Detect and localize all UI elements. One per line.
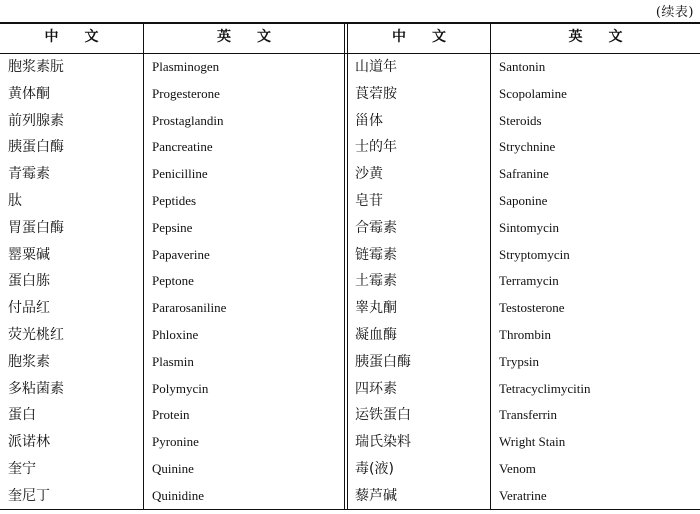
chinese-term: 罂粟碱 (8, 246, 50, 263)
english-term: Terramycin (499, 273, 559, 289)
chinese-term: 皂苷 (355, 192, 383, 209)
chinese-term: 凝血酶 (355, 326, 397, 343)
table-row (0, 268, 700, 295)
english-term: Veratrine (499, 487, 547, 503)
chinese-term: 莨菪胺 (355, 85, 397, 102)
english-term: Papaverine (152, 246, 210, 262)
english-term: Wright Stain (499, 434, 566, 450)
chinese-term: 合霉素 (355, 219, 397, 236)
table-row (0, 188, 700, 215)
header-chinese-2: 中文 (392, 29, 472, 45)
chinese-term: 胞浆素 (8, 353, 50, 370)
english-term: Testosterone (499, 300, 565, 316)
chinese-term: 运铁蛋白 (355, 407, 411, 424)
table-row (0, 483, 700, 510)
english-term: Steroids (499, 112, 542, 128)
english-term: Venom (499, 460, 536, 476)
table-row (0, 349, 700, 376)
chinese-term: 链霉素 (355, 246, 397, 263)
english-term: Peptides (152, 192, 197, 208)
chinese-term: 黄体酮 (8, 85, 50, 102)
table-row (0, 242, 700, 269)
english-term: Pancreatine (152, 139, 213, 155)
english-term: Thrombin (499, 326, 551, 342)
table-row (0, 295, 700, 322)
english-term: Tetracyclimycitin (499, 380, 591, 396)
chinese-term: 奎宁 (8, 460, 36, 477)
header-chinese-1: 中文 (44, 29, 125, 45)
english-term: Polymycin (152, 380, 209, 396)
english-term: Scopolamine (499, 85, 567, 101)
chinese-term: 青霉素 (8, 166, 50, 183)
english-term: Prostaglandin (152, 112, 224, 128)
english-term: Transferrin (499, 407, 558, 423)
chinese-term: 蛋白 (8, 407, 36, 424)
chinese-term: 奎尼丁 (8, 487, 50, 504)
table-row (0, 376, 700, 403)
header-english-2: 英文 (568, 29, 649, 45)
chinese-term: 四环素 (355, 380, 397, 397)
table-row (0, 322, 700, 349)
header-english-1: 英文 (217, 29, 297, 45)
table-row (0, 215, 700, 242)
chinese-term: 山道年 (355, 59, 397, 75)
table-row (0, 108, 700, 135)
chinese-term: 胃蛋白酶 (8, 219, 64, 236)
english-term: Safranine (499, 166, 549, 182)
english-term: Strychnine (499, 139, 556, 155)
chinese-term: 付品红 (8, 300, 50, 317)
chinese-term: 甾体 (355, 112, 383, 129)
table-row (0, 456, 700, 483)
chinese-term: 沙黄 (355, 166, 383, 183)
english-term: Protein (152, 407, 190, 423)
english-term: Sintomycin (499, 219, 559, 235)
chinese-term: 土霉素 (355, 273, 397, 290)
chinese-term: 藜芦碱 (355, 487, 397, 504)
english-term: Quinidine (152, 487, 204, 503)
english-term: Quinine (152, 460, 194, 476)
english-term: Plasminogen (152, 59, 220, 74)
english-term: Pyronine (152, 434, 199, 450)
english-term: Pepsine (152, 219, 193, 235)
table-row (0, 161, 700, 188)
english-term: Progesterone (152, 85, 220, 101)
chinese-term: 荧光桃红 (8, 326, 64, 343)
english-term: Pararosaniline (152, 300, 227, 316)
table-body (0, 54, 700, 510)
chinese-term: 肽 (8, 192, 22, 209)
english-term: Penicilline (152, 166, 208, 182)
chinese-term: 胞浆素朊 (8, 59, 64, 75)
chinese-term: 瑞氏染料 (355, 434, 411, 451)
english-term: Trypsin (499, 353, 539, 369)
chinese-term: 睾丸酮 (355, 300, 397, 317)
table-row (0, 54, 700, 81)
english-term: Saponine (499, 192, 548, 208)
chinese-term: 前列腺素 (8, 112, 64, 129)
chinese-term: 胰蛋白酶 (355, 353, 411, 370)
glossary-table (0, 22, 700, 510)
english-term: Phloxine (152, 326, 199, 342)
chinese-term: 士的年 (355, 139, 397, 156)
table-row (0, 81, 700, 108)
chinese-term: 毒(液) (355, 460, 394, 477)
chinese-term: 派诺林 (8, 434, 50, 451)
chinese-term: 胰蛋白酶 (8, 139, 64, 156)
chinese-term: 多粘菌素 (8, 380, 64, 397)
table-row (0, 134, 700, 161)
english-term: Peptone (152, 273, 194, 289)
table-row (0, 429, 700, 456)
english-term: Plasmin (152, 353, 194, 369)
table-row (0, 402, 700, 429)
chinese-term: 蛋白胨 (8, 273, 50, 290)
english-term: Stryptomycin (499, 246, 570, 262)
english-term: Santonin (499, 59, 546, 74)
continued-label: (续表) (655, 5, 694, 20)
